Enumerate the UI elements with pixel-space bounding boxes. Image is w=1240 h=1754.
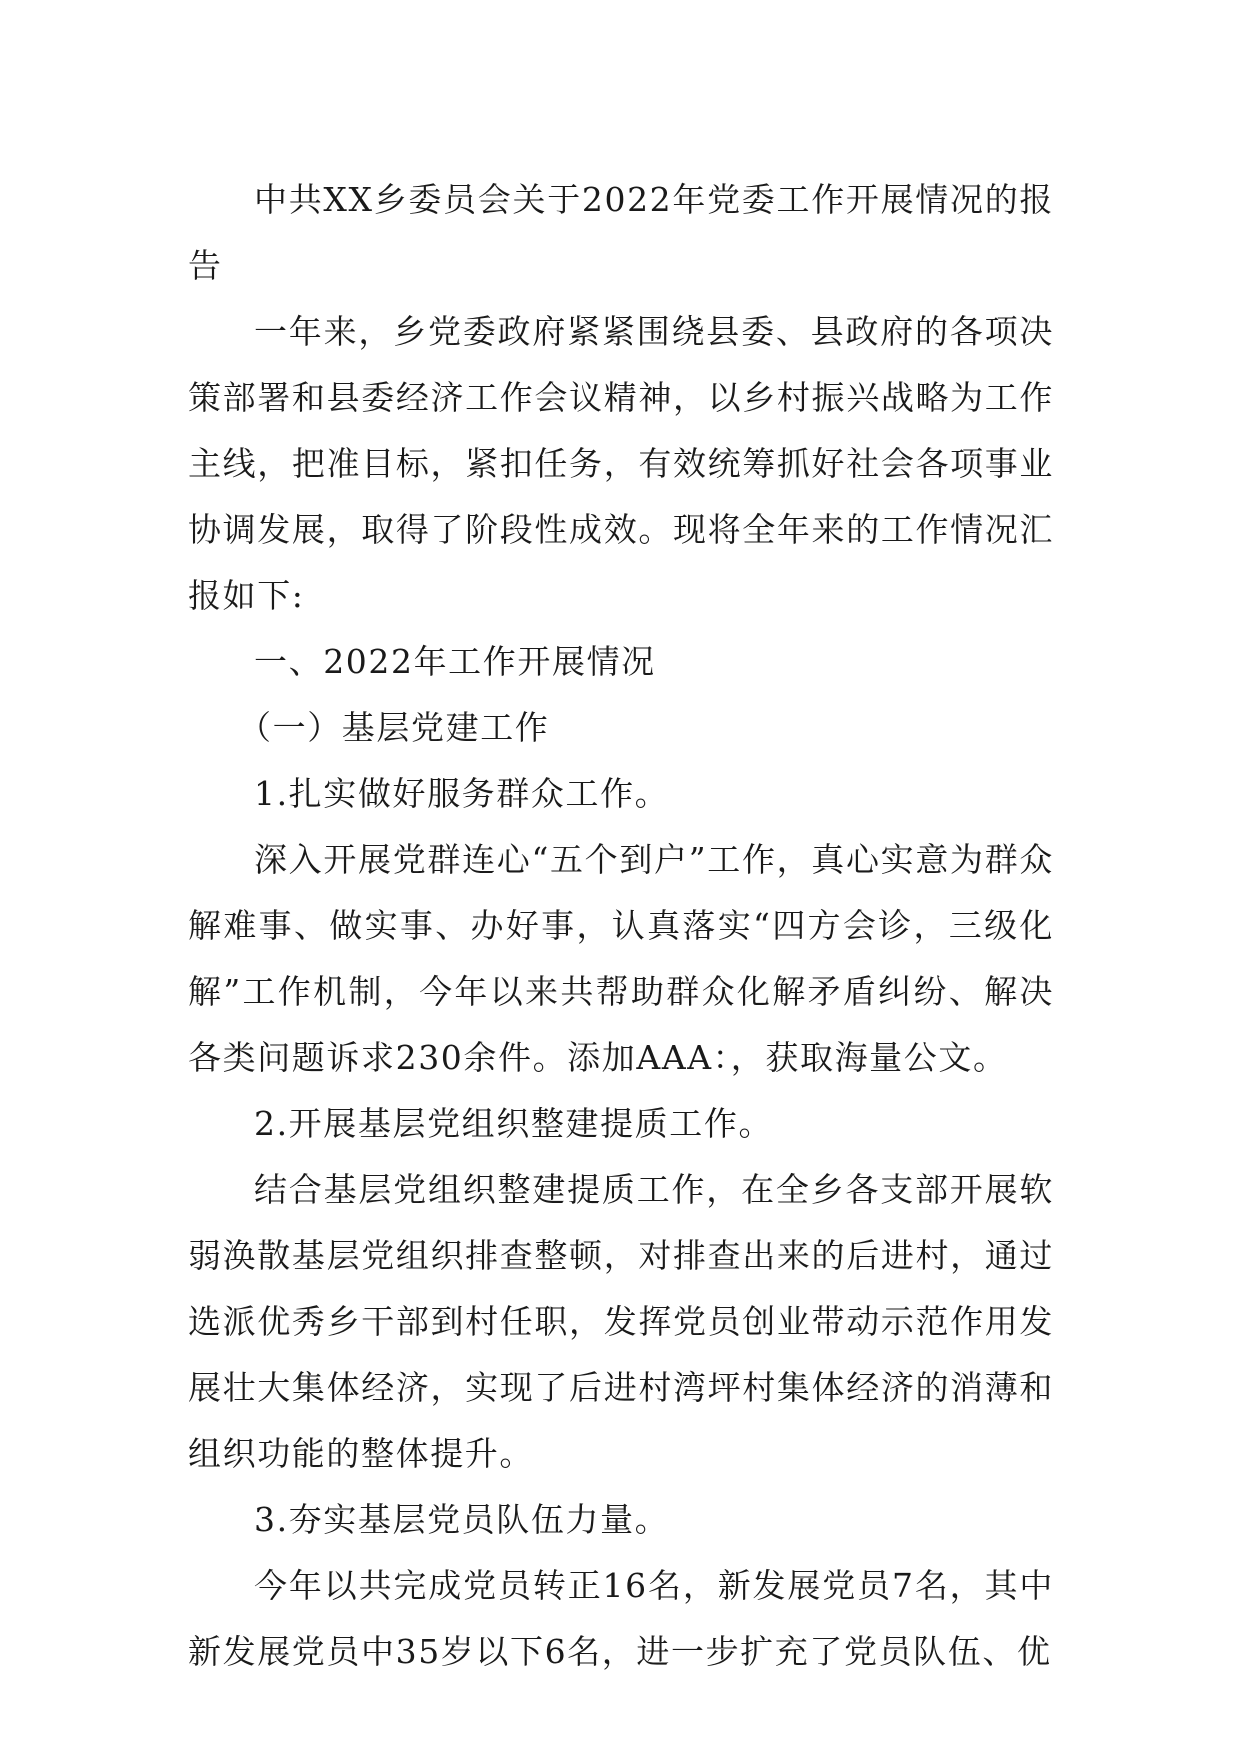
section-heading-1: 一、2022年工作开展情况 xyxy=(254,642,656,681)
document-title: 中共XX乡委员会关于2022年党委工作开展情况的报告 xyxy=(188,180,1054,285)
item-heading-3: 3.夯实基层党员队伍力量。 xyxy=(254,1500,670,1539)
subsection-heading-1: （一）基层党建工作 xyxy=(238,708,550,747)
paragraph-item-3: 今年以共完成党员转正16名，新发展党员7名，其中新发展党员中35岁以下6名，进一步扩充了党员队伍、优 xyxy=(188,1566,1054,1671)
document-body xyxy=(188,167,1054,1685)
item-heading-2: 2.开展基层党组织整建提质工作。 xyxy=(254,1104,774,1143)
paragraph-item-1: 深入开展党群连心“五个到户”工作，真心实意为群众解难事、做实事、办好事，认真落实“四方会诊，三级化解”工作机制，今年以来共帮助群众化解矛盾纠纷、解决各类问题诉求230余件。添加AAA：，获取海量公文。 xyxy=(188,840,1054,1077)
paragraph-intro: 一年来，乡党委政府紧紧围绕县委、县政府的各项决策部署和县委经济工作会议精神，以乡村振兴战略为工作主线，把准目标，紧扣任务，有效统筹抓好社会各项事业协调发展，取得了阶段性成效。现将全年来的工作情况汇报如下: xyxy=(188,312,1054,615)
paragraph-item-2: 结合基层党组织整建提质工作，在全乡各支部开展软弱涣散基层党组织排查整顿，对排查出来的后进村，通过选派优秀乡干部到村任职，发挥党员创业带动示范作用发展壮大集体经济，实现了后进村湾坪村集体经济的消薄和组织功能的整体提升。 xyxy=(188,1170,1054,1473)
item-heading-1: 1.扎实做好服务群众工作。 xyxy=(254,774,670,813)
